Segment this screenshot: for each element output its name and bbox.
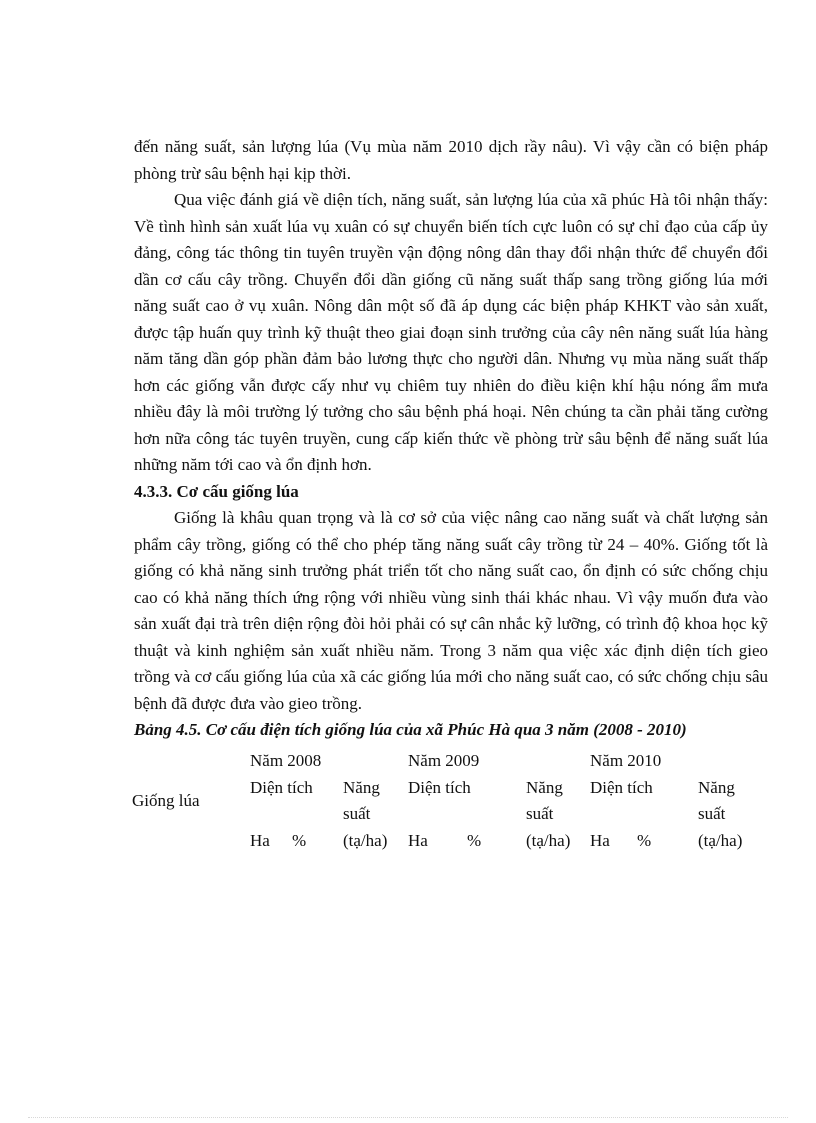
unit-yield-2008: (tạ/ha)	[343, 830, 388, 850]
unit-pct-2008: %	[292, 830, 307, 850]
yield-label-2008: Năng	[343, 777, 380, 797]
yield-label-2010: Năng	[698, 777, 735, 797]
area-label-2009: Diện tích	[408, 777, 471, 797]
row-header-variety: Giống lúa	[132, 790, 200, 810]
table-caption: Bảng 4.5. Cơ cấu điện tích giống lúa của xã Phúc Hà qua 3 năm (2008 - 2010)	[134, 720, 687, 739]
yield-label2-2009: suất	[526, 803, 554, 823]
area-label-2010: Diện tích	[590, 777, 653, 797]
yield-label2-2008: suất	[343, 803, 371, 823]
year-header-2008: Năm 2008	[250, 750, 322, 770]
unit-pct-2010: %	[637, 830, 652, 850]
year-header-2010: Năm 2010	[590, 750, 662, 770]
area-label-2008: Diện tích	[250, 777, 313, 797]
unit-ha-2008: Ha	[250, 830, 270, 850]
unit-pct-2009: %	[467, 830, 482, 850]
page-bottom-divider	[28, 1117, 788, 1118]
rice-variety-table	[134, 748, 768, 878]
unit-yield-2009: (tạ/ha)	[526, 830, 571, 850]
paragraph-evaluation: Qua việc đánh giá về diện tích, năng suất, sản lượng lúa của xã phúc Hà tôi nhận thấy: Về tình hình sản xuất lúa vụ xuân có sự chuyển biến tích cực luôn có sự chỉ đạo của cấp ủy đảng, công tác thông tin tuyên truyền vận động nông dân thay đổi nhận thức để chuyển đổi dần cơ cấu cây trồng. Chuyển đổi dần giống cũ năng suất thấp sang trồng giống lúa mới năng suất cao ở vụ xuân. Nông dân một số đã áp dụng các biện pháp KHKT vào sản xuất, được tập huấn quy trình kỹ thuật theo giai đoạn sinh trưởng của cây nên năng suất lúa hàng năm tăng dần góp phần đảm bảo lương thực cho người dân. Nhưng vụ mùa năng suất thấp hơn các giống vẫn được cấy như vụ chiêm tuy nhiên do điều kiện khí hậu nóng ẩm mưa nhiều đây là môi trường lý tưởng cho sâu bệnh phá hoại. Nên chúng ta cần phải tăng cường hơn nữa công tác tuyên truyền, cung cấp kiến thức về phòng trừ sâu bệnh để năng suất lúa những năm tới cao và ổn định hơn.	[134, 190, 768, 474]
unit-yield-2010: (tạ/ha)	[698, 830, 743, 850]
page-content	[134, 134, 768, 878]
yield-label-2009: Năng	[526, 777, 563, 797]
unit-ha-2009: Ha	[408, 830, 428, 850]
unit-ha-2010: Ha	[590, 830, 610, 850]
yield-label2-2010: suất	[698, 803, 726, 823]
paragraph-continuation: đến năng suất, sản lượng lúa (Vụ mùa năm 2010 dịch rầy nâu). Vì vậy cần có biện pháp phòng trừ sâu bệnh hại kịp thời.	[134, 137, 768, 183]
year-header-2009: Năm 2009	[408, 750, 480, 770]
paragraph-seed-varieties: Giống là khâu quan trọng và là cơ sở của việc nâng cao năng suất và chất lượng sản phẩm cây trồng, giống có thể cho phép tăng năng suất cây trồng từ 24 – 40%. Giống tốt là giống có khả năng sinh trưởng phát triển tốt cho năng suất cao, ổn định có sức chống chịu cao có khả năng thích ứng rộng với nhiều vùng sinh thái khác nhau. Vì vậy muốn đưa vào sản xuất đại trà trên diện rộng đòi hỏi phải có sự cân nhắc kỹ lưỡng, có trình độ khoa học kỹ thuật và kinh nghiệm sản xuất nhiều năm. Trong 3 năm qua việc xác định diện tích gieo trồng và cơ cấu giống lúa của xã các giống lúa mới cho năng suất cao, có sức chống chịu sâu bệnh đã được đưa vào gieo trồng.	[134, 508, 768, 713]
section-heading: 4.3.3. Cơ cấu giống lúa	[134, 481, 299, 501]
